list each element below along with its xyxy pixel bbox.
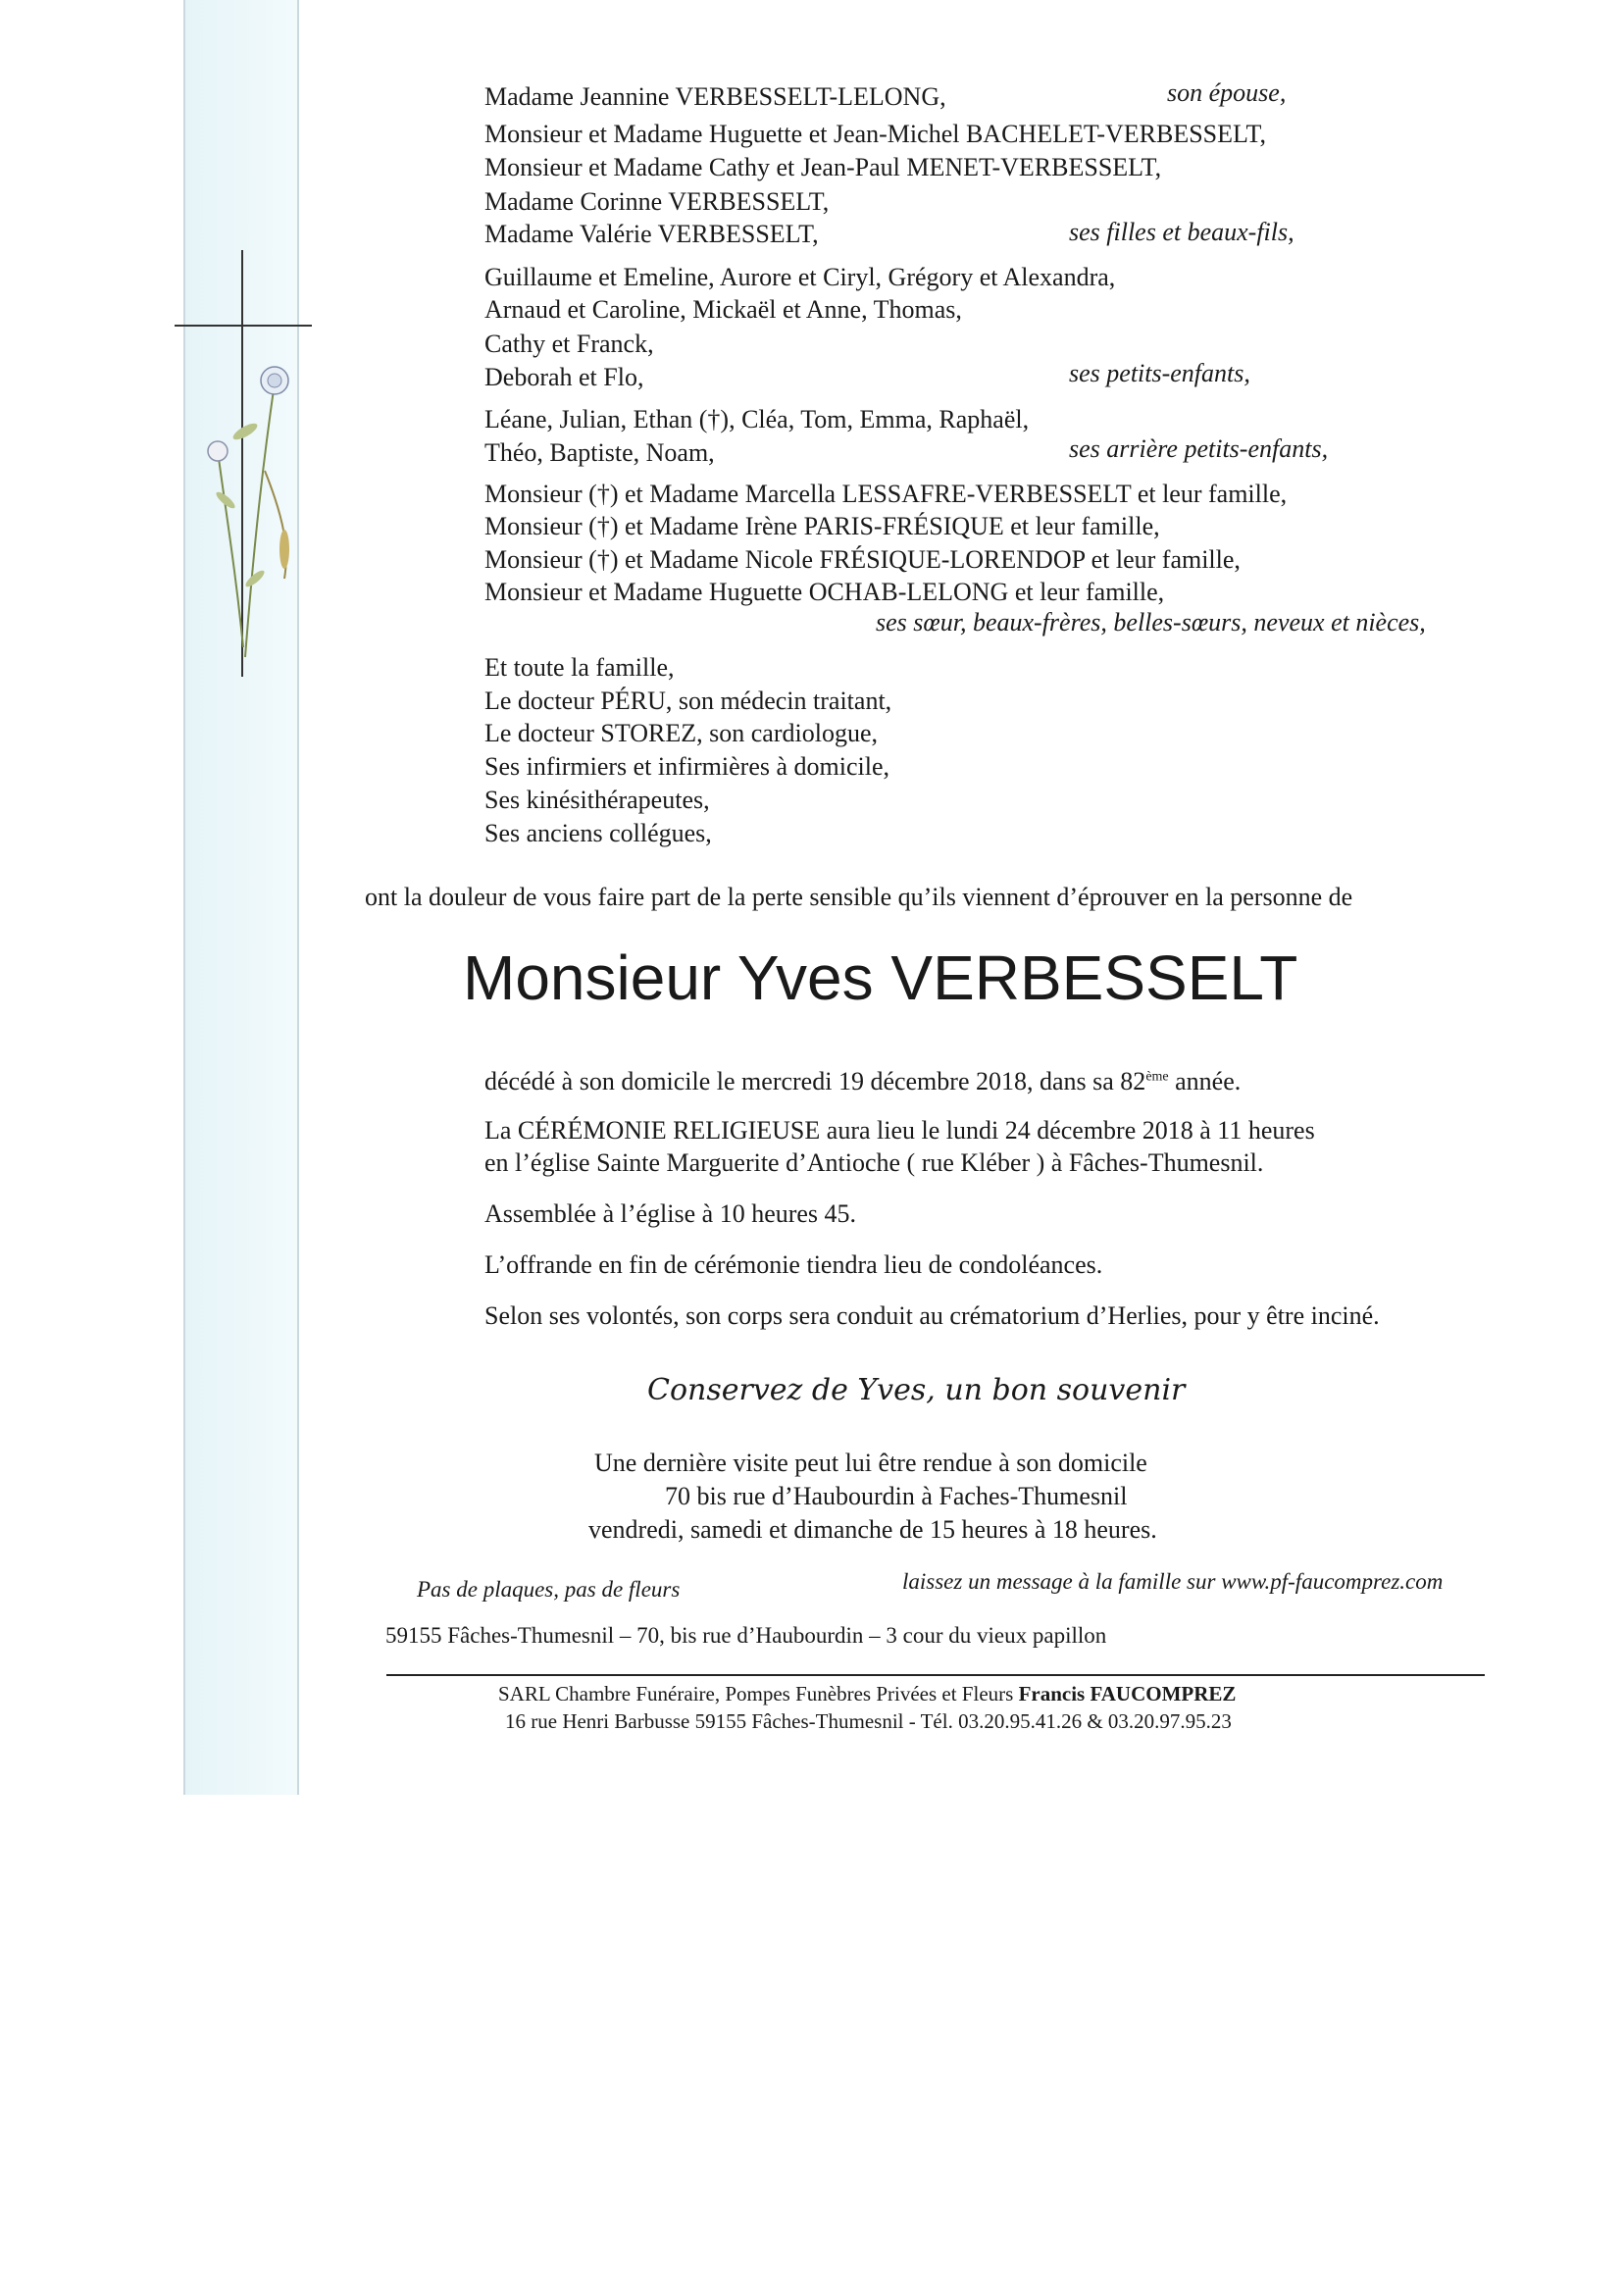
family-line: Ses kinésithérapeutes, <box>484 786 710 814</box>
family-line: Arnaud et Caroline, Mickaël et Anne, Thomas, <box>484 295 962 324</box>
death-line-text: décédé à son domicile le mercredi 19 décembre 2018, dans sa 82 <box>484 1067 1146 1095</box>
family-line: Monsieur et Madame Cathy et Jean-Paul MENET-VERBESSELT, <box>484 153 1162 181</box>
family-line: Madame Corinne VERBESSELT, <box>484 187 830 216</box>
announcement-intro: ont la douleur de vous faire part de la perte sensible qu’ils viennent d’éprouver en la personne de <box>365 883 1353 911</box>
visit-line-2: 70 bis rue d’Haubourdin à Faches-Thumesnil <box>665 1482 1128 1510</box>
family-line: Et toute la famille, <box>484 653 675 682</box>
family-line: Monsieur et Madame Huguette OCHAB-LELONG et leur famille, <box>484 578 1165 606</box>
ordinal-suffix: ème <box>1145 1069 1169 1085</box>
footer-divider <box>386 1674 1485 1676</box>
family-line: Deborah et Flo, <box>484 363 644 391</box>
death-line <box>484 1067 1241 1096</box>
ceremony-line-1: La CÉRÉMONIE RELIGIEUSE aura lieu le lundi 24 décembre 2018 à 11 heures <box>484 1116 1315 1145</box>
deceased-name: Monsieur Yves VERBESSELT <box>463 942 1298 1013</box>
family-line: Madame Valérie VERBESSELT, <box>484 220 819 248</box>
visit-line-3: vendredi, samedi et dimanche de 15 heures à 18 heures. <box>588 1515 1157 1544</box>
assembly-line: Assemblée à l’église à 10 heures 45. <box>484 1199 857 1228</box>
footer-company: SARL Chambre Funéraire, Pompes Funèbres Privées et Fleurs <box>498 1682 1019 1706</box>
cross-horizontal-bar <box>175 325 312 327</box>
family-line: Le docteur PÉRU, son médecin traitant, <box>484 687 892 715</box>
family-line: Monsieur (†) et Madame Nicole FRÉSIQUE-LORENDOP et leur famille, <box>484 545 1241 574</box>
relation-label: ses petits-enfants, <box>1069 359 1250 387</box>
family-line: Théo, Baptiste, Noam, <box>484 438 715 467</box>
family-line: Le docteur STOREZ, son cardiologue, <box>484 719 878 747</box>
family-line: Léane, Julian, Ethan (†), Cléa, Tom, Emma, Raphaël, <box>484 405 1030 433</box>
flower-illustration <box>196 353 314 667</box>
family-line: Madame Jeannine VERBESSELT-LELONG, <box>484 82 946 111</box>
footer-line-2: 16 rue Henri Barbusse 59155 Fâches-Thumesnil - Tél. 03.20.95.41.26 & 03.20.97.95.23 <box>505 1709 1232 1733</box>
offering-line: L’offrande en fin de cérémonie tiendra lieu de condoléances. <box>484 1250 1103 1279</box>
family-line: Cathy et Franck, <box>484 330 654 358</box>
family-line: Ses anciens collégues, <box>484 819 712 847</box>
footer-company-name: Francis FAUCOMPREZ <box>1018 1682 1237 1706</box>
family-line: Monsieur et Madame Huguette et Jean-Michel BACHELET-VERBESSELT, <box>484 120 1266 148</box>
message-note: laissez un message à la famille sur www.pf-faucomprez.com <box>902 1569 1444 1594</box>
relation-label: ses sœur, beaux-frères, belles-sœurs, neveux et nièces, <box>876 608 1426 636</box>
souvenir-script: Conservez de Yves, un bon souvenir <box>647 1373 1186 1407</box>
address-line: 59155 Fâches-Thumesnil – 70, bis rue d’Haubourdin – 3 cour du vieux papillon <box>385 1623 1107 1648</box>
family-line: Monsieur (†) et Madame Irène PARIS-FRÉSIQUE et leur famille, <box>484 512 1160 540</box>
family-line: Ses infirmiers et infirmières à domicile, <box>484 752 889 781</box>
death-line-end: année. <box>1168 1067 1242 1095</box>
no-flowers-note: Pas de plaques, pas de fleurs <box>417 1577 681 1602</box>
family-line: Monsieur (†) et Madame Marcella LESSAFRE-VERBESSELT et leur famille, <box>484 480 1288 508</box>
relation-label: son épouse, <box>1167 78 1287 107</box>
family-line: Guillaume et Emeline, Aurore et Ciryl, Grégory et Alexandra, <box>484 263 1116 291</box>
ceremony-line-2: en l’église Sainte Marguerite d’Antioche ( rue Kléber ) à Fâches-Thumesnil. <box>484 1148 1264 1177</box>
relation-label: ses arrière petits-enfants, <box>1069 434 1329 463</box>
footer-line-1 <box>498 1682 1236 1706</box>
cremation-line: Selon ses volontés, son corps sera conduit au crématorium d’Herlies, pour y être inciné. <box>484 1301 1380 1330</box>
visit-line-1: Une dernière visite peut lui être rendue à son domicile <box>594 1449 1147 1477</box>
relation-label: ses filles et beaux-fils, <box>1069 218 1294 246</box>
